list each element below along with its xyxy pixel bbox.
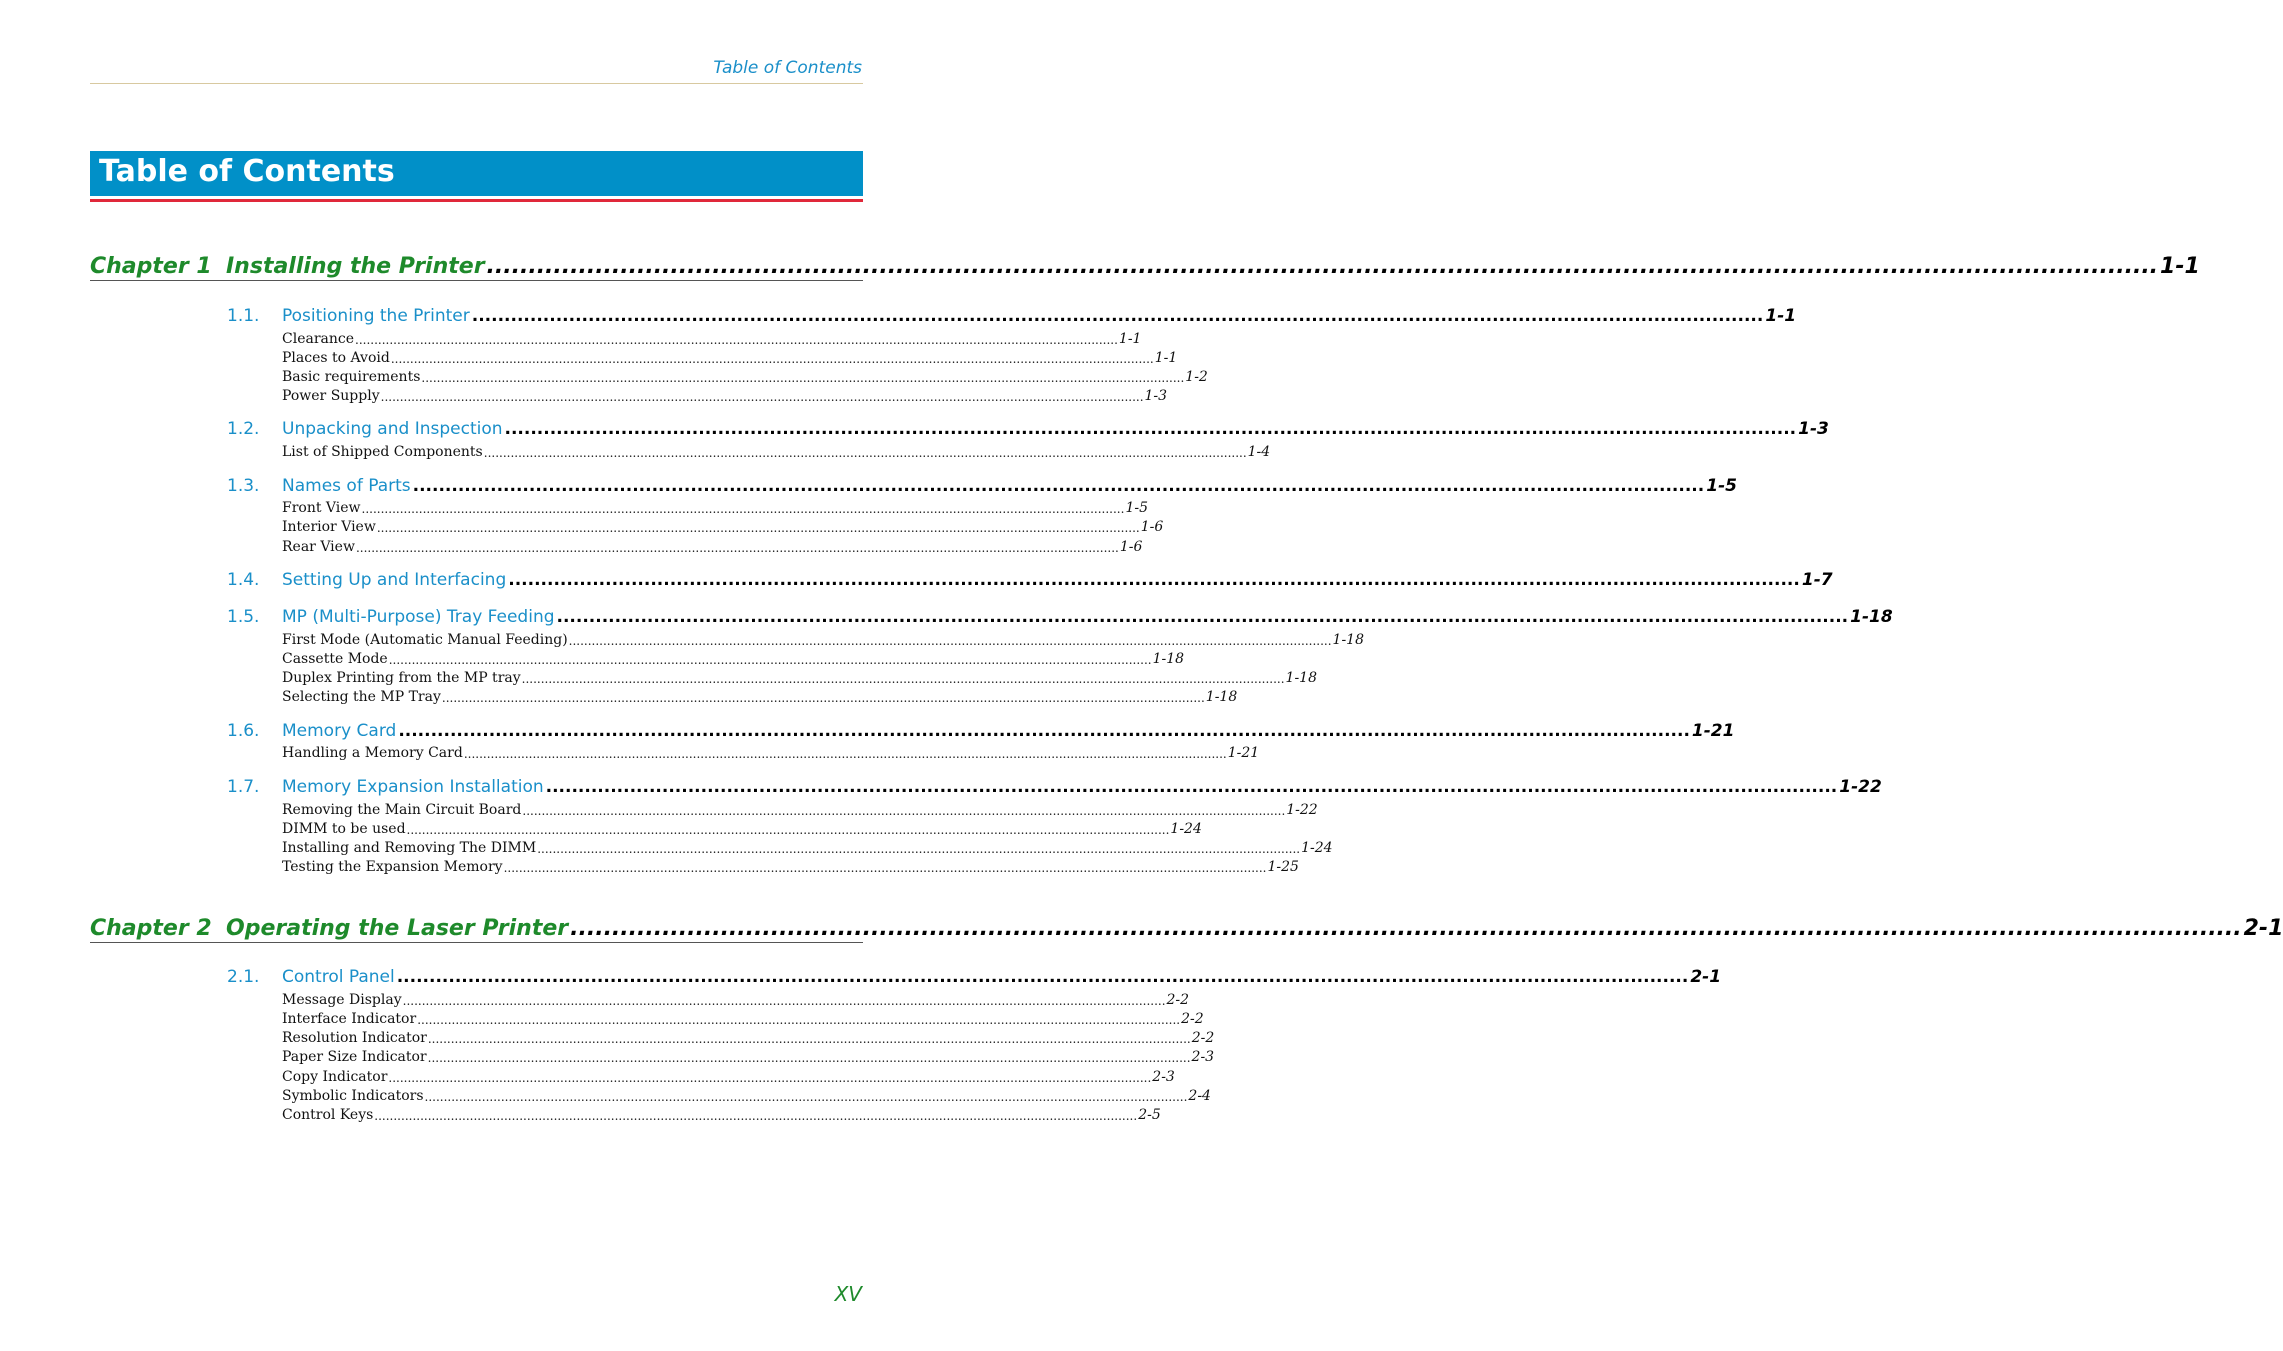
leader-dots: ........................................................................................................................................................................................................ xyxy=(388,1071,1152,1085)
leader-dots: ........................................................................................................................................................................................................ xyxy=(412,476,1705,496)
toc-entry[interactable] xyxy=(282,1104,1161,1123)
chapter-rule xyxy=(90,942,863,943)
toc-entry[interactable] xyxy=(282,497,1148,516)
entry-title: Clearance xyxy=(282,331,355,347)
chapter-heading-2[interactable] xyxy=(90,911,2283,941)
section-page: 1-22 xyxy=(1839,777,1882,797)
leader-dots: ........................................................................................................................................................................................................ xyxy=(521,672,1285,686)
leader-dots: ........................................................................................................................................................................................................ xyxy=(568,634,1332,648)
leader-dots: ........................................................................................................................................................................................................ xyxy=(390,352,1154,366)
toc-section[interactable] xyxy=(227,566,1833,590)
entry-title: Symbolic Indicators xyxy=(282,1088,424,1104)
toc-section[interactable] xyxy=(227,302,1797,326)
toc-entry[interactable] xyxy=(282,536,1143,555)
leader-dots: ........................................................................................................................................................................................................ xyxy=(471,306,1764,326)
toc-banner xyxy=(90,151,863,196)
entry-title: List of Shipped Components xyxy=(282,444,483,460)
toc-entry[interactable] xyxy=(282,742,1260,761)
section-title: MP (Multi-Purpose) Tray Feeding xyxy=(282,607,555,627)
entry-page: 1-18 xyxy=(1152,651,1185,667)
section-title: Setting Up and Interfacing xyxy=(282,570,507,590)
entry-page: 2-3 xyxy=(1152,1069,1175,1085)
entry-page: 1-5 xyxy=(1125,500,1148,516)
leader-dots: ........................................................................................................................................................................................................ xyxy=(537,842,1301,856)
leader-dots: ........................................................................................................................................................................................................ xyxy=(522,804,1286,818)
entry-page: 1-18 xyxy=(1332,632,1364,648)
leader-dots: ........................................................................................................................................................................................................ xyxy=(486,254,2159,279)
leader-dots: ........................................................................................................................................................................................................ xyxy=(396,967,1689,987)
section-number: 1.3. xyxy=(227,476,260,496)
chapter-label: Chapter 2 xyxy=(90,916,212,941)
section-page: 1-7 xyxy=(1801,570,1833,590)
leader-dots: ........................................................................................................................................................................................................ xyxy=(355,333,1118,347)
chapter-rule xyxy=(90,280,863,281)
leader-dots: ........................................................................................................................................................................................................ xyxy=(421,371,1185,385)
toc-entry[interactable] xyxy=(282,799,1318,818)
leader-dots: ........................................................................................................................................................................................................ xyxy=(503,861,1267,875)
entry-title: Rear View xyxy=(282,539,355,555)
leader-dots: ........................................................................................................................................................................................................ xyxy=(483,446,1247,460)
toc-entry[interactable] xyxy=(282,1066,1175,1085)
toc-entry[interactable] xyxy=(282,441,1271,460)
toc-entry[interactable] xyxy=(282,1008,1204,1027)
entry-title: Resolution Indicator xyxy=(282,1030,427,1046)
leader-dots: ........................................................................................................................................................................................................ xyxy=(374,1109,1138,1123)
entry-title: Copy Indicator xyxy=(282,1069,388,1085)
chapter-title: Installing the Printer xyxy=(226,254,485,279)
entry-page: 1-4 xyxy=(1247,444,1271,460)
leader-dots: ........................................................................................................................................................................................................ xyxy=(508,570,1800,590)
toc-entry[interactable] xyxy=(282,667,1317,686)
section-page: 1-18 xyxy=(1850,607,1893,627)
entry-page: 1-6 xyxy=(1140,519,1164,535)
toc-entry[interactable] xyxy=(282,385,1168,404)
section-page: 1-21 xyxy=(1691,721,1735,741)
section-number: 1.1. xyxy=(227,306,260,326)
leader-dots: ........................................................................................................................................................................................................ xyxy=(402,994,1166,1008)
entry-title: Places to Avoid xyxy=(282,350,390,366)
page-title: Table of Contents xyxy=(99,154,395,189)
entry-title: Interface Indicator xyxy=(282,1011,417,1027)
leader-dots: ........................................................................................................................................................................................................ xyxy=(361,502,1125,516)
toc-section[interactable] xyxy=(227,415,1829,439)
chapter-page: 1-1 xyxy=(2160,254,2200,279)
header-rule xyxy=(90,83,863,84)
toc-entry[interactable] xyxy=(282,686,1238,705)
section-number: 1.4. xyxy=(227,570,260,590)
leader-dots: ........................................................................................................................................................................................................ xyxy=(545,777,1838,797)
entry-page: 1-1 xyxy=(1118,331,1142,347)
toc-entry[interactable] xyxy=(282,1046,1215,1065)
section-number: 1.6. xyxy=(227,721,260,741)
running-head: Table of Contents xyxy=(713,58,862,78)
toc-section[interactable] xyxy=(227,717,1735,741)
chapter-heading-1[interactable] xyxy=(90,249,2200,279)
entry-title: Selecting the MP Tray xyxy=(282,689,441,705)
toc-section[interactable] xyxy=(227,472,1737,496)
entry-page: 2-2 xyxy=(1181,1011,1204,1027)
section-title: Unpacking and Inspection xyxy=(282,419,503,439)
entry-title: Installing and Removing The DIMM xyxy=(282,840,537,856)
entry-title: Basic requirements xyxy=(282,369,421,385)
toc-section[interactable] xyxy=(227,603,1893,627)
section-title: Memory Expansion Installation xyxy=(282,777,544,797)
entry-page: 1-18 xyxy=(1285,670,1317,686)
leader-dots: ........................................................................................................................................................................................................ xyxy=(424,1090,1188,1104)
toc-entry[interactable] xyxy=(282,347,1178,366)
section-page: 1-5 xyxy=(1706,476,1737,496)
leader-dots: ........................................................................................................................................................................................................ xyxy=(427,1051,1191,1065)
entry-page: 1-1 xyxy=(1154,350,1178,366)
toc-entry[interactable] xyxy=(282,837,1333,856)
entry-page: 2-5 xyxy=(1138,1107,1161,1123)
leader-dots: ........................................................................................................................................................................................................ xyxy=(376,521,1140,535)
leader-dots: ........................................................................................................................................................................................................ xyxy=(463,747,1227,761)
entry-title: First Mode (Automatic Manual Feeding) xyxy=(282,632,568,648)
toc-entry[interactable] xyxy=(282,366,1208,385)
section-page: 1-3 xyxy=(1798,419,1829,439)
toc-entry[interactable] xyxy=(282,629,1364,648)
toc-entry[interactable] xyxy=(282,516,1164,535)
entry-title: Interior View xyxy=(282,519,376,535)
leader-dots: ........................................................................................................................................................................................................ xyxy=(427,1032,1191,1046)
leader-dots: ........................................................................................................................................................................................................ xyxy=(380,390,1144,404)
entry-title: Handling a Memory Card xyxy=(282,745,463,761)
toc-entry[interactable] xyxy=(282,648,1185,667)
entry-page: 1-24 xyxy=(1301,840,1333,856)
chapter-title: Operating the Laser Printer xyxy=(226,916,569,941)
entry-page: 2-2 xyxy=(1191,1030,1215,1046)
page-folio: XV xyxy=(834,1282,862,1306)
chapter-label: Chapter 1 xyxy=(90,254,212,279)
entry-page: 1-24 xyxy=(1170,821,1202,837)
entry-page: 1-21 xyxy=(1227,745,1260,761)
entry-title: Front View xyxy=(282,500,361,516)
toc-entry[interactable] xyxy=(282,989,1190,1008)
section-page: 2-1 xyxy=(1690,967,1722,987)
leader-dots: ........................................................................................................................................................................................................ xyxy=(417,1013,1181,1027)
toc-section[interactable] xyxy=(227,773,1882,797)
toc-entry[interactable] xyxy=(282,1085,1211,1104)
toc-entry[interactable] xyxy=(282,1027,1215,1046)
entry-page: 1-6 xyxy=(1119,539,1143,555)
entry-title: Power Supply xyxy=(282,388,380,404)
leader-dots: ........................................................................................................................................................................................................ xyxy=(355,541,1119,555)
entry-title: Message Display xyxy=(282,992,402,1008)
leader-dots: ........................................................................................................................................................................................................ xyxy=(570,916,2242,941)
entry-title: Testing the Expansion Memory xyxy=(282,859,503,875)
section-title: Positioning the Printer xyxy=(282,306,470,326)
toc-section[interactable] xyxy=(227,963,1722,987)
entry-page: 1-3 xyxy=(1144,388,1168,404)
banner-rule xyxy=(90,199,863,202)
toc-entry[interactable] xyxy=(282,856,1299,875)
toc-entry[interactable] xyxy=(282,328,1142,347)
leader-dots: ........................................................................................................................................................................................................ xyxy=(556,607,1849,627)
leader-dots: ........................................................................................................................................................................................................ xyxy=(504,419,1797,439)
entry-page: 1-2 xyxy=(1185,369,1208,385)
section-title: Control Panel xyxy=(282,967,395,987)
entry-page: 2-4 xyxy=(1188,1088,1211,1104)
entry-page: 1-18 xyxy=(1205,689,1238,705)
leader-dots: ........................................................................................................................................................................................................ xyxy=(388,653,1152,667)
section-number: 1.5. xyxy=(227,607,260,627)
leader-dots: ........................................................................................................................................................................................................ xyxy=(441,691,1205,705)
entry-page: 1-25 xyxy=(1267,859,1299,875)
section-title: Memory Card xyxy=(282,721,397,741)
entry-page: 2-2 xyxy=(1166,992,1190,1008)
entry-title: Removing the Main Circuit Board xyxy=(282,802,522,818)
entry-title: DIMM to be used xyxy=(282,821,406,837)
entry-page: 1-22 xyxy=(1286,802,1318,818)
chapter-page: 2-1 xyxy=(2243,916,2283,941)
leader-dots: ........................................................................................................................................................................................................ xyxy=(398,721,1690,741)
toc-entry[interactable] xyxy=(282,818,1202,837)
section-number: 1.7. xyxy=(227,777,260,797)
entry-title: Control Keys xyxy=(282,1107,374,1123)
section-title: Names of Parts xyxy=(282,476,411,496)
entry-title: Duplex Printing from the MP tray xyxy=(282,670,521,686)
entry-page: 2-3 xyxy=(1191,1049,1215,1065)
section-page: 1-1 xyxy=(1765,306,1797,326)
leader-dots: ........................................................................................................................................................................................................ xyxy=(406,823,1170,837)
entry-title: Paper Size Indicator xyxy=(282,1049,427,1065)
section-number: 1.2. xyxy=(227,419,260,439)
entry-title: Cassette Mode xyxy=(282,651,388,667)
section-number: 2.1. xyxy=(227,967,260,987)
